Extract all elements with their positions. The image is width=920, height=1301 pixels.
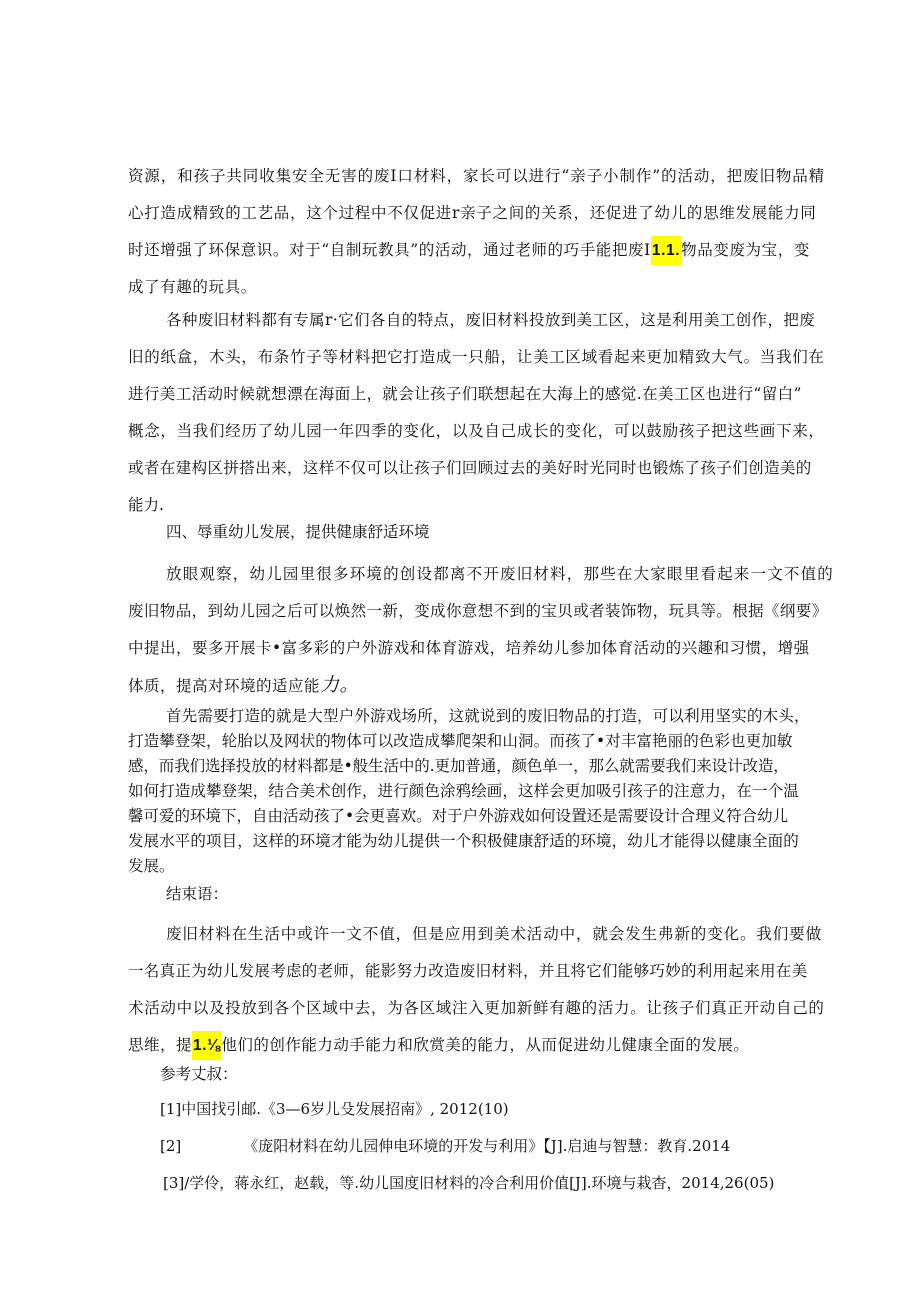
text-line: 概念，当我们经历了幼儿园一年四季的变化，以及自己成长的变化，可以鼓励孩子把这些画下来， (128, 422, 825, 440)
conclusion-heading: 结束语： (166, 885, 229, 903)
text-segment: 物品变废为宝，变 (681, 241, 810, 259)
text-line: 资源，和孩子共同收集安全无害的废I口材料，家长可以进行“亲子小制作”的活动，把废旧物品精 (128, 167, 826, 185)
text-line: 馨可爱的环境下，自由活动孩了•会更喜欢。对于户外游戏如何设置还是需要设计合理义符合幼儿 (128, 807, 789, 825)
text-line: 废旧材料在生活中或许一文不值，但是应用到美术活动中，就会发生弗新的变化。我们要做 (166, 925, 823, 943)
text-line: 旧的纸盒，木头，布条竹子等材料把它打造成一只船，让美工区域看起来更加精致大气。当我们在 (128, 348, 825, 366)
text-segment: 时还增强了环保意识。对于“自制玩教具”的活动，通过老师的巧手能把废I (128, 241, 651, 259)
reference-item (163, 1172, 774, 1193)
paragraph-recycling-parents (128, 158, 826, 306)
text-segment: 他们的创作能力动手能力和欣赏美的能力，从而促进幼儿健康全面的发展。 (221, 1036, 750, 1054)
reference-item (160, 1135, 730, 1156)
text-line: 中提出，要多开展卡•富多彩的户外游戏和体育游戏，培养幼儿参加体育活动的兴趣和习惯，增强 (128, 639, 810, 657)
text-line: 一名真正为幼儿发展考虑的老师，能影努力改造废旧材料，并且将它们能够巧妙的利用起来用在美 (128, 962, 808, 980)
paragraph-outdoor-play (128, 704, 810, 879)
text-line: 发展。 (128, 857, 175, 875)
text-segment: 思维，提 (128, 1036, 193, 1054)
reference-text: 《庞阳材料在幼儿园伸电环境的开发与利用》【J].启迪与智慧：教育.2014 (243, 1137, 731, 1155)
highlighted-text: 1.⅛ (192, 1031, 221, 1060)
text-line: 打造攀登架，轮胎以及网状的物体可以改造成攀爬架和山洞。而孩了•对丰富艳丽的色彩也更加敏 (128, 732, 793, 750)
text-line: 能力. (128, 496, 164, 514)
highlighted-text: 1.1. (651, 236, 681, 265)
reference-text: [1]中国找引邮.《3—6岁儿殳发展招南》, 2012(10) (160, 1100, 509, 1118)
paragraph-conclusion (128, 916, 825, 1064)
text-line: 发展水平的项目，这样的环境才能为幼儿提供一个积极健康舒适的环境，幼儿才能得以健康全面的 (128, 832, 799, 850)
paragraph-observation (128, 556, 835, 705)
text-line: 进行美工活动时候就想漂在海面上，就会让孩子们联想起在大海上的感觉.在美工区也进行“留白” (128, 385, 802, 403)
text-line: 心打造成精致的工艺品，这个过程中不仅促进r亲子之间的关系，还促进了幼儿的思维发展能力同 (128, 204, 817, 222)
text-segment: 力。 (320, 674, 360, 696)
text-line: 放眼观察，幼儿园里很多环境的创设都离不开废旧材料，那些在大家眼里看起来一文不值的 (166, 565, 835, 583)
text-line: 如何打造成攀登架，结合美术创作，进行颜色涂鸦绘画，这样会更加吸引孩子的注意力，在一个温 (128, 782, 799, 800)
text-line: 各种废旧材料都有专属r·它们各自的特点，废旧材料投放到美工区，这是利用美工创作，把废 (166, 311, 816, 329)
text-line: 成了有趣的玩具。 (128, 278, 257, 296)
text-line: 或者在建构区拼搭出来，这样不仅可以让孩子们回顾过去的美好时光同时也锻炼了孩子们创造美的 (128, 459, 812, 477)
text-line: 术活动中以及投放到各个区域中去，为各区域注入更加新鲜有趣的活力。让孩子们真正开动自己的 (128, 999, 825, 1017)
text-segment: 体质，提高对环境的适应能 (128, 677, 321, 695)
text-line: 废旧物品，到幼儿园之后可以焕然一新，变成你意想不到的宝贝或者装饰物，玩具等。根据《纲要》 (128, 602, 828, 620)
reference-item (160, 1098, 509, 1119)
reference-number: [2] (160, 1137, 182, 1155)
section-heading: 四、辱重幼儿发展，提供健康舒适环境 (166, 523, 430, 541)
text-line (128, 1027, 793, 1064)
text-line: 感，而我们选择投放的材料都是•般生活中的.更加普通，颜色单一，那么就需要我们来设计改造， (128, 757, 789, 775)
paragraph-art-area (128, 302, 825, 524)
references-heading: 参考丈叔： (160, 1065, 238, 1083)
reference-text: [3]/学伶，蒋永红，赵载，等.幼儿国度旧材料的冷合利用价值[J].环境与栽杳，2014,26(05) (163, 1174, 775, 1192)
text-line (128, 232, 810, 269)
text-line: 首先需要打造的就是大型户外游戏场所，这就说到的废旧物品的打造，可以利用坚实的木头， (166, 707, 810, 725)
text-line (128, 667, 793, 705)
